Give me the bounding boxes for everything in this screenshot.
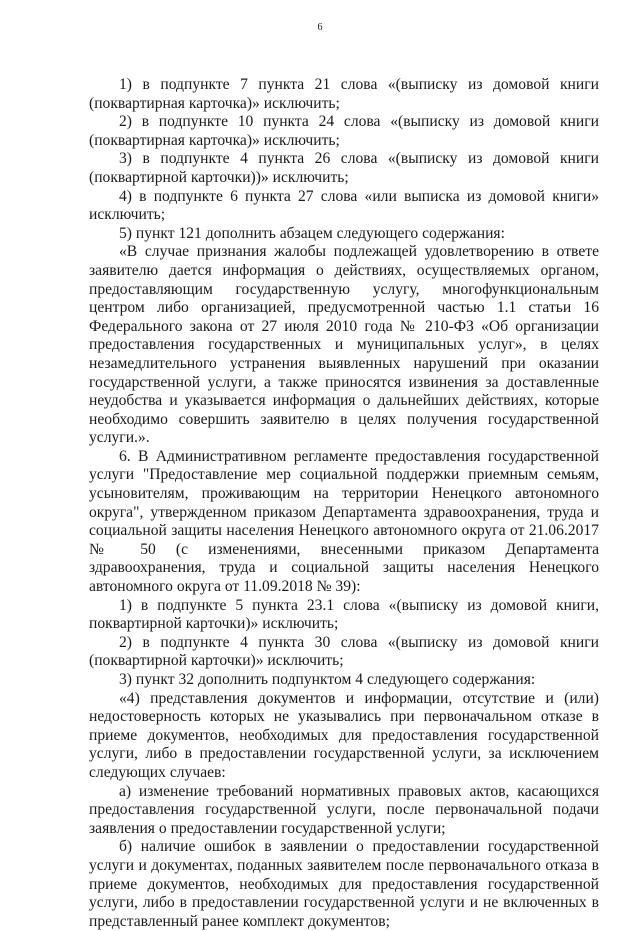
document-body [89,76,599,931]
paragraph-amendment-2: 2) в подпункте 10 пункта 24 слова «(выписку из домовой книги (поквартирная карточка)» исключить; [89,113,599,149]
paragraph-section-6-item-2: 2) в подпункте 4 пункта 30 слова «(выписку из домовой книги (поквартирной карточки)» исключить; [89,633,599,670]
paragraph-section-6: 6. В Административном регламенте предоставления государственной услуги "Предоставление мер социальной поддержки приемным семьям, усыновителям, проживающим на территории Ненецкого автономного округа", утвержденном приказом Департамента здравоохранения, труда и социальной защиты населения Ненецкого автономного округа от 21.06.2017 № 50 (с изменениями, внесенными приказом Департамента здравоохранения, труда и социальной защиты населения Ненецкого автономного округа от 11.09.2018 № 39): [89,447,599,596]
paragraph-amendment-1: 1) в подпункте 7 пункта 21 слова «(выписку из домовой книги (поквартирная карточка)» исключить; [89,76,599,112]
paragraph-amendment-5: 5) пункт 121 дополнить абзацем следующего содержания: [119,224,505,242]
paragraph-quote-complaint: «В случае признания жалобы подлежащей удовлетворению в ответе заявителю дается информация о действиях, осуществляемых органом, предоставляющим государственную услугу, многофункциональным центром либо организацией, предусмотренной частью 1.1 статьи 16 Федерального закона от 27 июля 2010 года № 210-ФЗ «Об организации предоставления государственных и муниципальных услуг», в целях незамедлительного устранения выявленных нарушений при оказании государственной услуги, а также приносятся извинения за доставленные неудобства и указывается информация о дальнейших действиях, которые необходимо совершить заявителю в целях получения государственной услуги.». [89,243,599,447]
paragraph-case-a: а) изменение требований нормативных правовых актов, касающихся предоставления государственной услуги, после первоначальной подачи заявления о предоставлении государственной услуги; [89,782,599,837]
paragraph-amendment-3: 3) в подпункте 4 пункта 26 слова «(выписку из домовой книги (поквартирной карточки))» исключить; [89,150,599,186]
paragraph-amendment-4: 4) в подпункте 6 пункта 27 слова «или выписка из домовой книги» исключить; [89,187,599,224]
paragraph-section-6-item-1: 1) в подпункте 5 пункта 23.1 слова «(выписку из домовой книги, поквартирной карточки)» исключить; [89,596,599,633]
paragraph-case-b: б) наличие ошибок в заявлении о предоставлении государственной услуги и документах, поданных заявителем после первоначального отказа в приеме документов, необходимых для предоставления государственной услуги, либо в предоставлении государственной услуги и не включенных в представленный ранее комплект документов; [89,838,599,930]
paragraph-section-6-item-3: 3) пункт 32 дополнить подпунктом 4 следующего содержания: [119,671,536,688]
paragraph-quote-subitem-4: «4) представления документов и информации, отсутствие и (или) недостоверность которых не указывались при первоначальном отказе в приеме документов, необходимых для предоставления государственной услуги, либо в предоставлении государственной услуги, за исключением следующих случаев: [89,689,599,781]
page-number: 6 [317,22,323,33]
